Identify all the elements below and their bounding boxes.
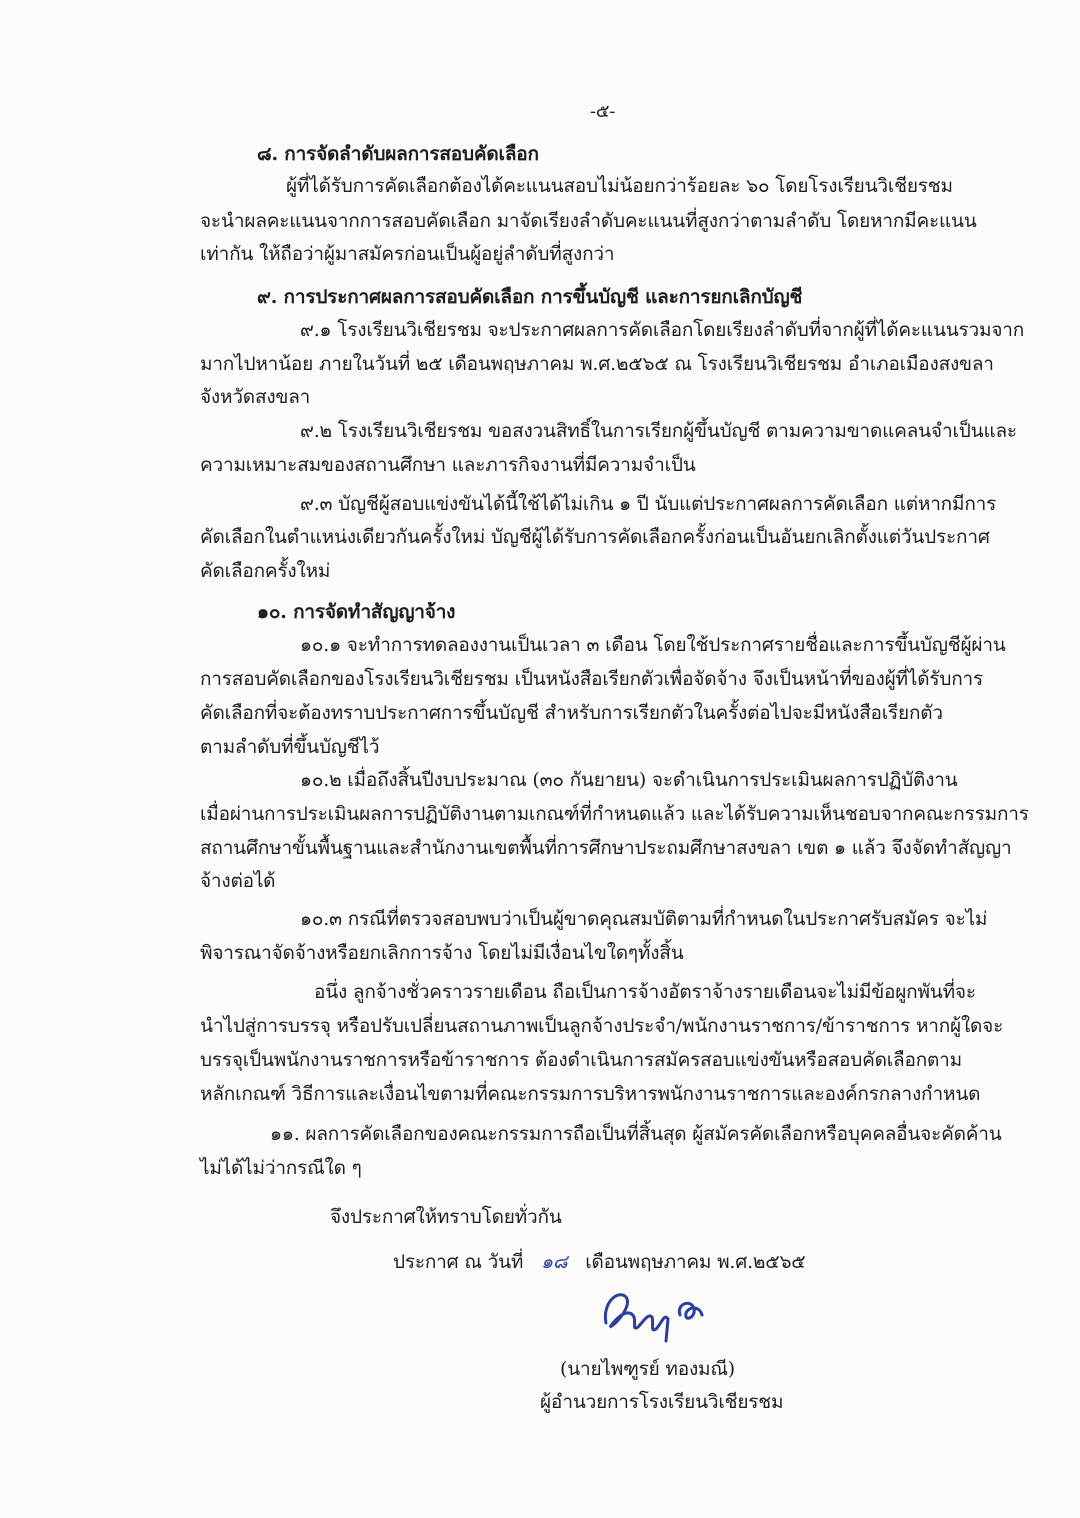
date-prefix: ประกาศ ณ วันที่	[393, 1251, 524, 1273]
paragraph-line: ๑๐.๒ เมื่อถึงสิ้นปีงบประมาณ (๓๐ กันยายน) จะดำเนินการประเมินผลการปฏิบัติงาน	[300, 769, 958, 791]
section-8-heading: ๘. การจัดลำดับผลการสอบคัดเลือก	[257, 143, 539, 165]
paragraph-line: ไม่ได้ไม่ว่ากรณีใด ๆ	[200, 1157, 362, 1179]
paragraph-line: สถานศึกษาขั้นพื้นฐานและสำนักงานเขตพื้นที่การศึกษาประถมศึกษาสงขลา เขต ๑ แล้ว จึงจัดทำสัญญา	[200, 837, 1012, 859]
paragraph-line: หลักเกณฑ์ วิธีการและเงื่อนไขตามที่คณะกรรมการบริหารพนักงานราชการและองค์กรกลางกำหนด	[200, 1083, 981, 1105]
signer-name: (นายไพฑูรย์ ทองมณี)	[560, 1358, 736, 1380]
paragraph-line: ความเหมาะสมของสถานศึกษา และภารกิจงานที่มีความจำเป็น	[200, 454, 696, 476]
paragraph-line: ๑๑. ผลการคัดเลือกของคณะกรรมการถือเป็นที่สิ้นสุด ผู้สมัครคัดเลือกหรือบุคคลอื่นจะคัดค้าน	[270, 1123, 1002, 1145]
paragraph-line: เมื่อผ่านการประเมินผลการปฏิบัติงานตามเกณฑ์ที่กำหนดแล้ว และได้รับความเห็นชอบจากคณะกรรมการ	[200, 803, 1029, 825]
paragraph-line: ๑๐.๑ จะทำการทดลองงานเป็นเวลา ๓ เดือน โดยใช้ประกาศรายชื่อและการขึ้นบัญชีผู้ผ่าน	[300, 634, 1006, 656]
paragraph-line: ๙.๒ โรงเรียนวิเชียรชม ขอสงวนสิทธิ์ในการเรียกผู้ขึ้นบัญชี ตามความขาดแคลนจำเป็นและ	[300, 420, 1017, 442]
date-day: ๑๘	[541, 1251, 568, 1273]
paragraph-line: คัดเลือกครั้งใหม่	[200, 560, 331, 582]
paragraph-line: จะนำผลคะแนนจากการสอบคัดเลือก มาจัดเรียงลำดับคะแนนที่สูงกว่าตามลำดับ โดยหากมีคะแนน	[200, 210, 977, 232]
paragraph-line: อนึ่ง ลูกจ้างชั่วคราวรายเดือน ถือเป็นการจ้างอัตราจ้างรายเดือนจะไม่มีข้อผูกพันที่จะ	[314, 981, 976, 1003]
paragraph-line: จังหวัดสงขลา	[200, 386, 311, 408]
paragraph-line: ผู้ที่ได้รับการคัดเลือกต้องได้คะแนนสอบไม่น้อยกว่าร้อยละ ๖๐ โดยโรงเรียนวิเชียรชม	[286, 175, 953, 197]
announcement-date	[393, 1248, 805, 1276]
announcement-line: จึงประกาศให้ทราบโดยทั่วกัน	[330, 1206, 562, 1228]
signer-title: ผู้อำนวยการโรงเรียนวิเชียรชม	[540, 1391, 784, 1413]
paragraph-line: บรรจุเป็นพนักงานราชการหรือข้าราชการ ต้องดำเนินการสมัครสอบแข่งขันหรือสอบคัดเลือกตาม	[200, 1049, 962, 1071]
paragraph-line: มากไปหาน้อย ภายในวันที่ ๒๕ เดือนพฤษภาคม พ.ศ.๒๕๖๕ ณ โรงเรียนวิเชียรชม อำเภอเมืองสงขลา	[200, 353, 994, 375]
paragraph-line: ๑๐.๓ กรณีที่ตรวจสอบพบว่าเป็นผู้ขาดคุณสมบัติตามที่กำหนดในประกาศรับสมัคร จะไม่	[300, 908, 988, 930]
paragraph-line: จ้างต่อได้	[200, 870, 276, 892]
paragraph-line: คัดเลือกที่จะต้องทราบประกาศการขึ้นบัญชี สำหรับการเรียกตัวในครั้งต่อไปจะมีหนังสือเรียกตัว	[200, 702, 943, 724]
page-number: -๕-	[590, 101, 616, 122]
paragraph-line: ๙.๑ โรงเรียนวิเชียรชม จะประกาศผลการคัดเลือกโดยเรียงลำดับที่จากผู้ที่ได้คะแนนรวมจาก	[300, 319, 1025, 341]
paragraph-line: ๙.๓ บัญชีผู้สอบแข่งขันได้นี้ใช้ได้ไม่เกิน ๑ ปี นับแต่ประกาศผลการคัดเลือก แต่หากมีการ	[300, 493, 997, 515]
section-10-heading: ๑๐. การจัดทำสัญญาจ้าง	[257, 601, 456, 623]
paragraph-line: ตามลำดับที่ขึ้นบัญชีไว้	[200, 736, 380, 758]
paragraph-line: การสอบคัดเลือกของโรงเรียนวิเชียรชม เป็นหนังสือเรียกตัวเพื่อจัดจ้าง จึงเป็นหน้าที่ของผู้ที่ได้รับการ	[200, 668, 984, 690]
section-9-heading: ๙. การประกาศผลการสอบคัดเลือก การขึ้นบัญชี และการยกเลิกบัญชี	[257, 286, 803, 308]
paragraph-line: คัดเลือกในตำแหน่งเดียวกันครั้งใหม่ บัญชีผู้ได้รับการคัดเลือกครั้งก่อนเป็นอันยกเลิกตั้งแต่วันประกาศ	[200, 526, 990, 548]
paragraph-line: นำไปสู่การบรรจุ หรือปรับเปลี่ยนสถานภาพเป็นลูกจ้างประจำ/พนักงานราชการ/ข้าราชการ หากผู้ใดจะ	[200, 1015, 1004, 1037]
date-suffix: เดือนพฤษภาคม พ.ศ.๒๕๖๕	[585, 1251, 806, 1273]
paragraph-line: เท่ากัน ให้ถือว่าผู้มาสมัครก่อนเป็นผู้อยู่ลำดับที่สูงกว่า	[200, 243, 615, 265]
paragraph-line: พิจารณาจัดจ้างหรือยกเลิกการจ้าง โดยไม่มีเงื่อนไขใดๆทั้งสิ้น	[200, 942, 684, 964]
signature-icon	[596, 1283, 716, 1345]
